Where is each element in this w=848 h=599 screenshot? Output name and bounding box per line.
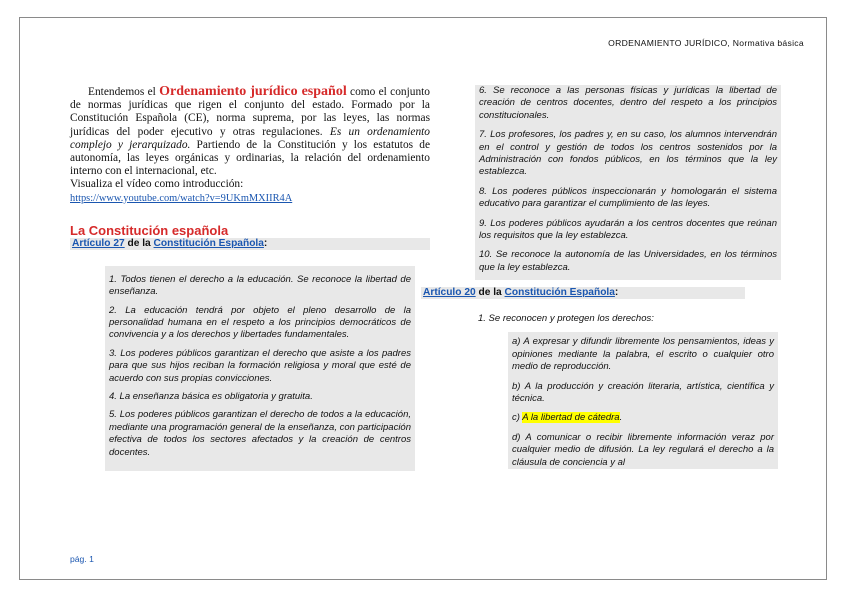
article-27-item-2: 2. La educación tendrá por objeto el pleno desarrollo de la personalidad humana en el respeto a los principios democráticos de convivencia y a los derechos y libertades fundamentales.: [109, 304, 411, 341]
intro-highlight: Ordenamiento jurídico español: [159, 84, 347, 99]
page-header: ORDENAMIENTO JURÍDICO, Normativa básica: [608, 38, 804, 48]
constitucion-link-2[interactable]: Constitución Española: [504, 287, 615, 299]
article-27-item-1: 1. Todos tienen el derecho a la educación. Se reconoce la libertad de enseñanza.: [109, 273, 411, 298]
constitucion-link[interactable]: Constitución Española: [153, 237, 264, 249]
sub-c-prefix: c): [512, 412, 523, 424]
right-column: [423, 85, 800, 476]
article-27-item-6: 6. Se reconoce a las personas físicas y jurídicas la libertad de creación de centros docentes, dentro del respeto a los principios constitucionales.: [479, 85, 777, 121]
article-20-sub-a: a) A expresar y difundir libremente los pensamientos, ideas y opiniones mediante la palabra, el escrito o cualquier otro medio de reproducción.: [512, 336, 774, 373]
article-20-subitems: [508, 332, 778, 469]
video-intro-text: Visualiza el vídeo como introducción:: [70, 178, 244, 191]
article-27-heading: [70, 238, 430, 250]
article-27-quote: [105, 266, 415, 471]
article-20-heading-end: :: [614, 287, 619, 299]
intro-text-end: Partiendo de la Constitución y los estatutos de autonomía, las leyes orgánicas y ordinarias, la relación del ordenamiento interno con el internacional, etc.: [70, 138, 430, 178]
intro-paragraph: [70, 85, 430, 205]
article-27-item-3: 3. Los poderes públicos garantizan el derecho que asiste a los padres para que sus hijos reciban la formación religiosa y moral que esté de acuerdo con sus propias convicciones.: [109, 347, 411, 384]
article-20-link[interactable]: Artículo 20: [423, 287, 476, 299]
article-27-item-5: 5. Los poderes públicos garantizan el derecho de todos a la educación, mediante una programación general de la enseñanza, con participación efectiva de todos los sectores afectados y la creación de centros docentes.: [109, 409, 411, 458]
article-20-heading-mid: de la: [475, 287, 505, 299]
article-27-item-10: 10. Se reconoce la autonomía de las Universidades, en los términos que la ley establezca.: [479, 249, 777, 273]
article-27-quote-continued: [475, 85, 781, 280]
article-20-sub-d: d) A comunicar o recibir libremente información veraz por cualquier medio de difusión. La ley regulará el derecho a la cláusula de conciencia y al: [512, 431, 774, 468]
article-27-item-9: 9. Los poderes públicos ayudarán a los centros docentes que reúnan los requisitos que la ley establezca.: [479, 217, 777, 242]
article-27-item-8: 8. Los poderes públicos inspeccionarán y homologarán el sistema educativo para garantizar el cumplimiento de las leyes.: [479, 185, 777, 210]
video-link[interactable]: https://www.youtube.com/watch?v=9UKmMXIIR4A: [70, 192, 293, 204]
left-column: [70, 85, 430, 471]
article-27-item-4: 4. La enseñanza básica es obligatoria y gratuita.: [109, 391, 313, 403]
article-20-heading: [421, 287, 745, 299]
intro-emphasis: Es un ordenamiento complejo y jerarquizado.: [70, 125, 431, 151]
document-page: [19, 17, 827, 580]
sub-c-suffix: .: [619, 412, 623, 424]
article-20-sub-b: b) A la producción y creación literaria, artística, científica y técnica.: [512, 380, 774, 404]
section-title: La Constitución española: [70, 222, 229, 238]
article-27-heading-mid: de la: [124, 237, 154, 249]
article-20-sub-c: [512, 412, 774, 424]
article-27-heading-end: :: [263, 237, 268, 249]
article-27-item-7: 7. Los profesores, los padres y, en su caso, los alumnos intervendrán en el control y gestión de todos los centros sostenidos por la Administración con fondos públicos, en los términos que la ley establezca.: [479, 129, 777, 178]
article-20-item-1: 1. Se reconocen y protegen los derechos:: [478, 313, 654, 325]
article-27-link[interactable]: Artículo 27: [72, 237, 125, 249]
page-number: pág. 1: [70, 554, 94, 564]
intro-text-start: Entendemos el: [88, 86, 160, 98]
intro-text-rest: como el conjunto de normas jurídicas que rigen el conjunto del estado. Formado por la Constitución Española (CE), norma suprema, por las leyes, las normas jurídicas del poder ejecutivo y otras regulaciones.: [70, 86, 431, 138]
sub-c-highlight: A la libertad de cátedra: [522, 412, 620, 424]
